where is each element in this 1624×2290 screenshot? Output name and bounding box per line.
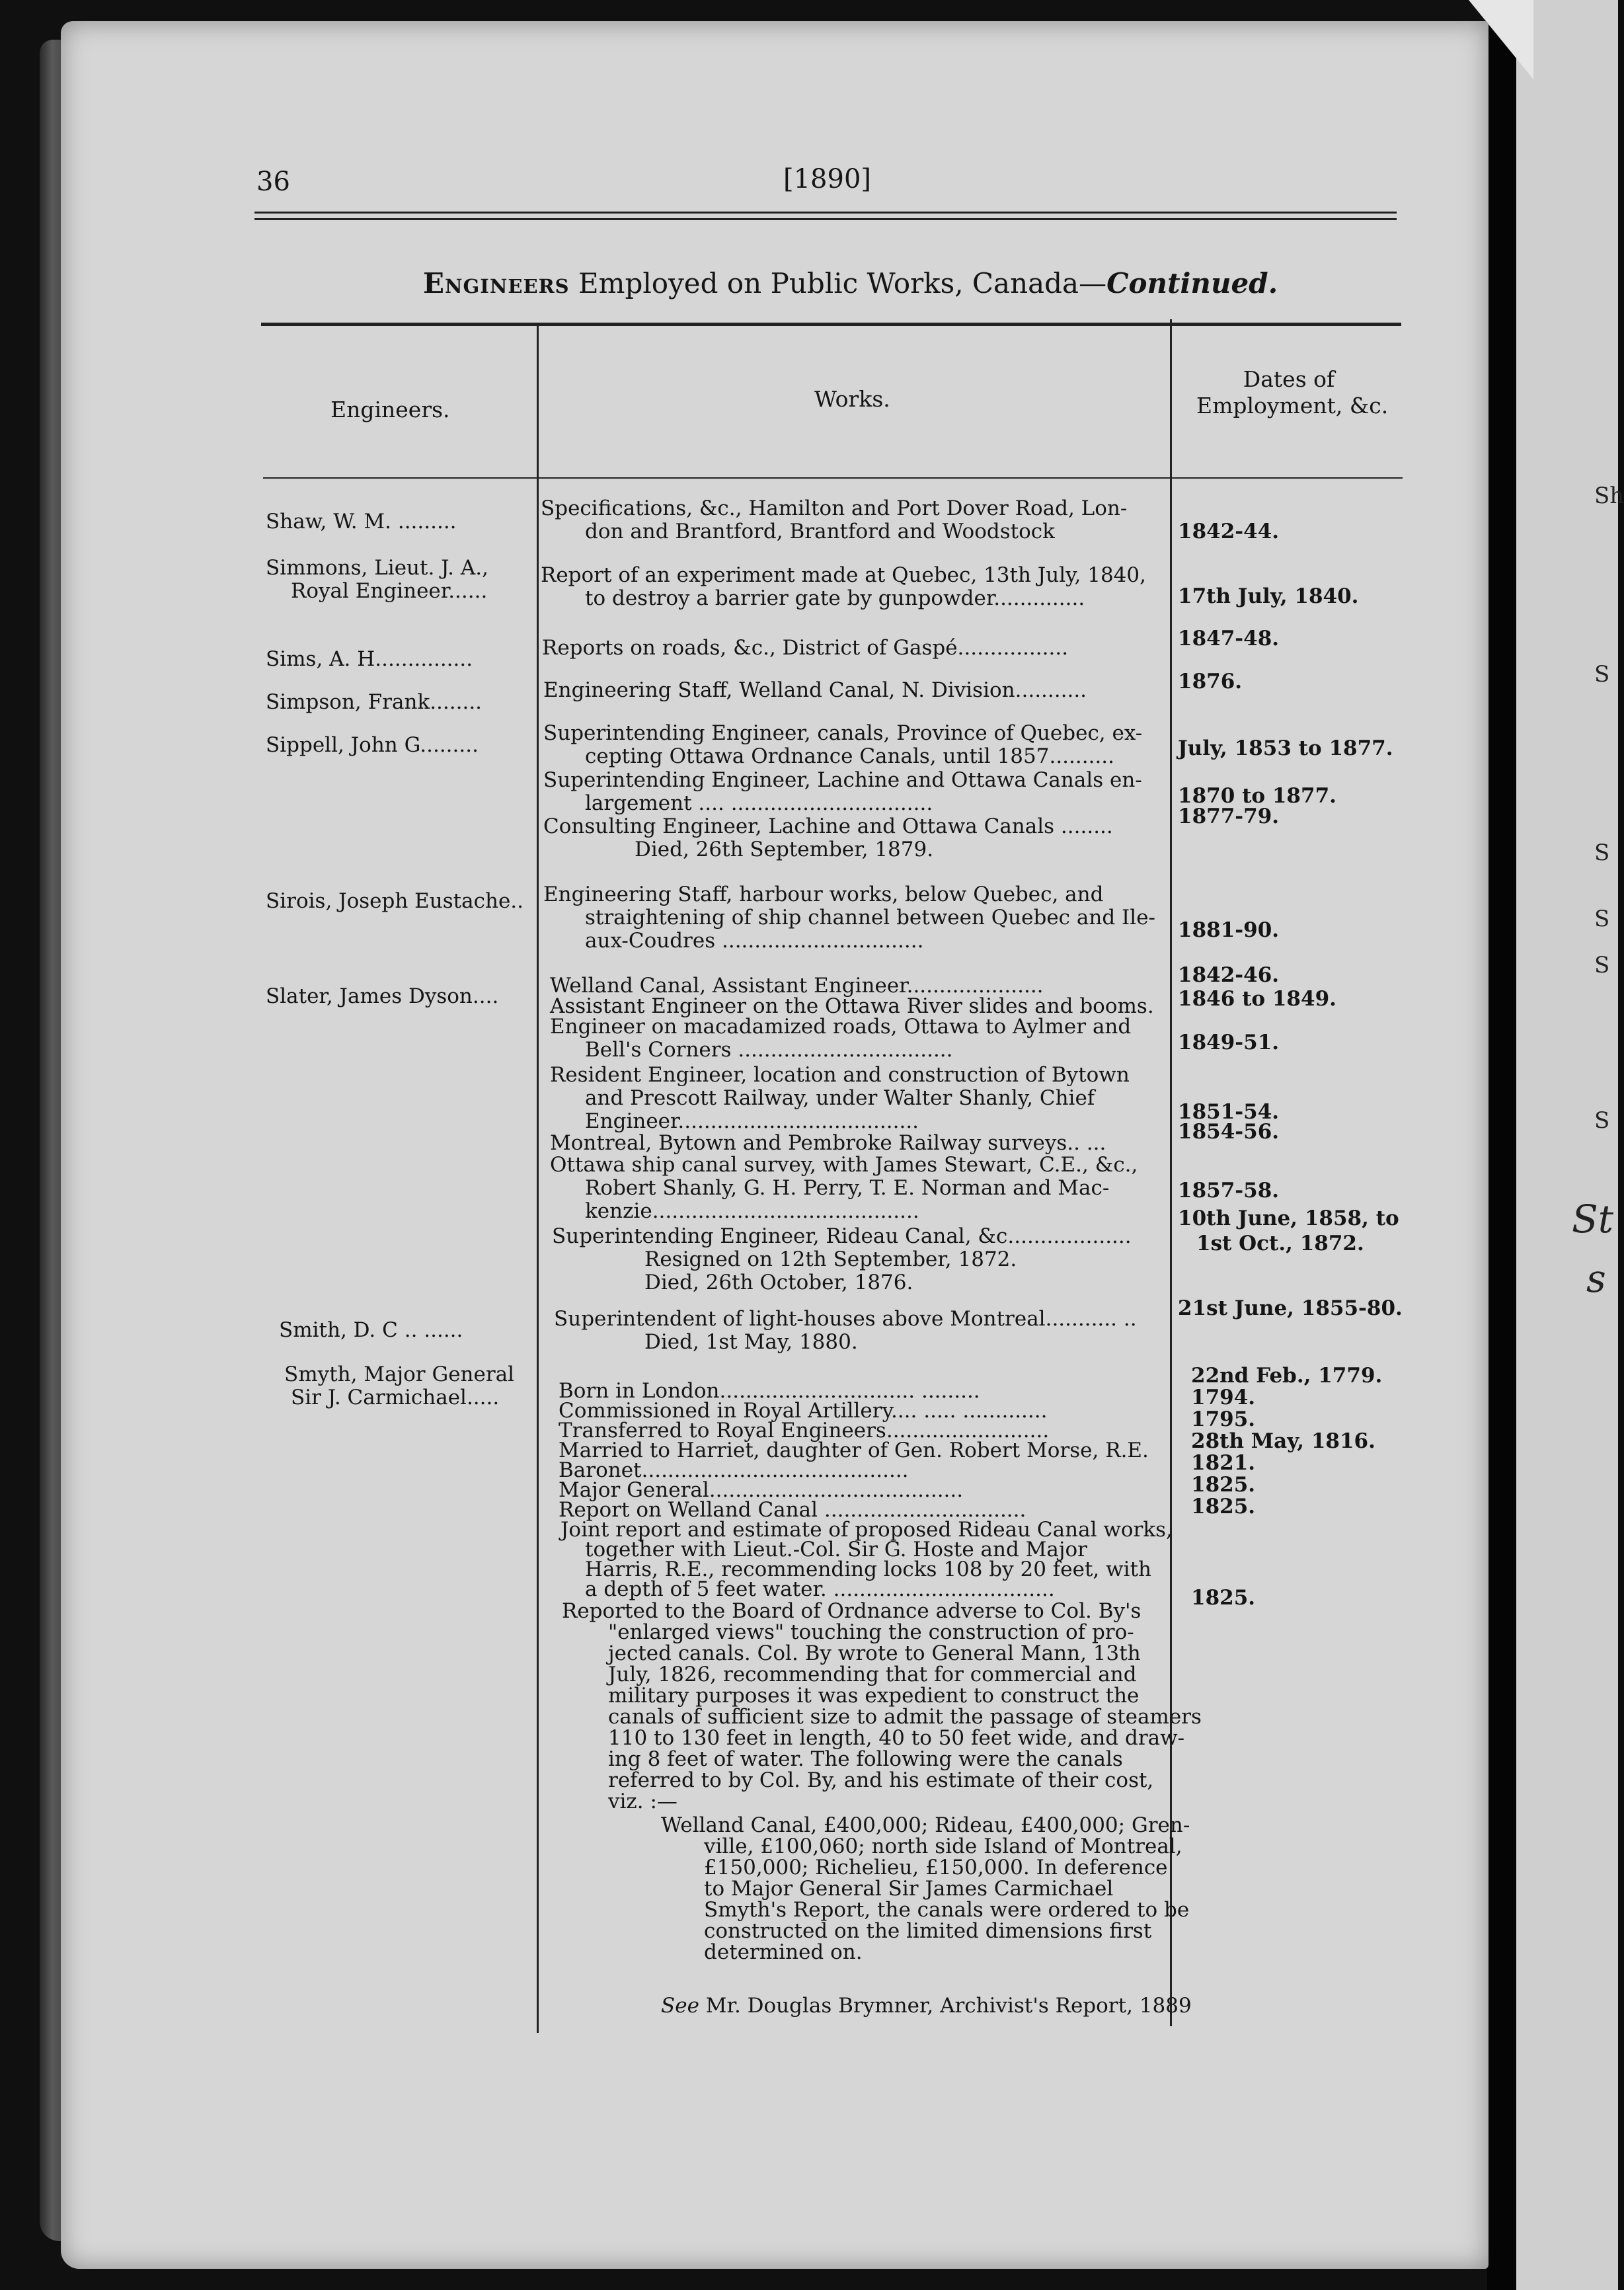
date-entry: 1851-54. bbox=[1178, 1100, 1280, 1124]
date-entry: 1857-58. bbox=[1178, 1179, 1280, 1203]
work-line: July, 1826, recommending that for commercial and bbox=[608, 1663, 1137, 1686]
date-entry: 1847-48. bbox=[1178, 627, 1280, 651]
work-line: "enlarged views" touching the construction of pro- bbox=[608, 1620, 1134, 1644]
work-line: Commissioned in Royal Artillery.... ..... ............. bbox=[559, 1399, 1048, 1423]
work-line: Superintending Engineer, Lachine and Ottawa Canals en- bbox=[543, 768, 1142, 792]
work-line: kenzie......................................... bbox=[585, 1199, 919, 1223]
work-line: Montreal, Bytown and Pembroke Railway surveys.. ... bbox=[550, 1131, 1106, 1155]
engineer-simmons-title: Royal Engineer...... bbox=[291, 579, 488, 603]
work-line: Harris, R.E., recommending locks 108 by 20 feet, with bbox=[585, 1558, 1152, 1581]
see-note bbox=[661, 1994, 1192, 2018]
header-rule-2 bbox=[254, 218, 1397, 220]
work-line: Superintending Engineer, Rideau Canal, &c................... bbox=[552, 1224, 1132, 1248]
header-rule bbox=[254, 212, 1397, 214]
table-top-rule bbox=[261, 323, 1401, 326]
adjacent-text: S bbox=[1594, 952, 1610, 978]
see-note-text: Mr. Douglas Brymner, Archivist's Report, 1889 bbox=[699, 1994, 1192, 2018]
work-line: Smyth's Report, the canals were ordered to be bbox=[704, 1898, 1190, 1922]
work-line: aux-Coudres ............................... bbox=[585, 929, 924, 953]
work-line: Report of an experiment made at Quebec, 13th July, 1840, bbox=[541, 563, 1146, 587]
work-line: Resident Engineer, location and construction of Bytown bbox=[550, 1063, 1130, 1087]
work-line: and Prescott Railway, under Walter Shanly, Chief bbox=[585, 1086, 1095, 1110]
engineer-sirois: Sirois, Joseph Eustache.. bbox=[266, 889, 523, 913]
work-line: Engineer on macadamized roads, Ottawa to Aylmer and bbox=[550, 1015, 1132, 1039]
page-year: [1890] bbox=[783, 164, 872, 194]
adjacent-text: Sh bbox=[1594, 483, 1624, 509]
work-line: canals of sufficient size to admit the passage of steamers bbox=[608, 1705, 1202, 1729]
work-line: Welland Canal, Assistant Engineer..................... bbox=[550, 974, 1044, 998]
see-note-see: See bbox=[661, 1994, 699, 2018]
date-entry: 1876. bbox=[1178, 670, 1243, 693]
work-line: viz. :— bbox=[608, 1790, 677, 1813]
work-line: Specifications, &c., Hamilton and Port Dover Road, Lon- bbox=[541, 496, 1128, 520]
work-line: Engineer..................................... bbox=[585, 1109, 919, 1133]
work-line: £150,000; Richelieu, £150,000. In deference bbox=[704, 1856, 1168, 1879]
date-entry: 1st Oct., 1872. bbox=[1196, 1232, 1364, 1255]
table-header-rule bbox=[263, 477, 1403, 479]
column-header-engineers: Engineers. bbox=[330, 397, 450, 422]
work-line: referred to by Col. By, and his estimate of their cost, bbox=[608, 1768, 1154, 1792]
work-line: Married to Harriet, daughter of Gen. Robert Morse, R.E. bbox=[559, 1439, 1149, 1462]
date-entry: 1854-56. bbox=[1178, 1120, 1280, 1144]
page-number: 36 bbox=[256, 167, 290, 197]
work-line: Assistant Engineer on the Ottawa River slides and booms. bbox=[550, 994, 1154, 1018]
work-line: Died, 26th September, 1879. bbox=[635, 838, 934, 861]
adjacent-handwriting: s bbox=[1586, 1256, 1606, 1301]
work-line: Engineering Staff, Welland Canal, N. Division........... bbox=[543, 678, 1087, 702]
date-entry: 1877-79. bbox=[1178, 805, 1280, 828]
work-line: largement .... ............................... bbox=[585, 791, 933, 815]
work-line: determined on. bbox=[704, 1940, 863, 1964]
engineer-smyth-title: Sir J. Carmichael..... bbox=[291, 1386, 500, 1409]
column-header-dates-line: Dates of bbox=[1243, 366, 1335, 392]
date-entry: 1821. bbox=[1191, 1451, 1256, 1475]
column-divider-right bbox=[1170, 319, 1172, 2026]
work-line: straightening of ship channel between Quebec and Ile- bbox=[585, 906, 1156, 929]
adjacent-text: S bbox=[1594, 906, 1610, 932]
date-entry: 1825. bbox=[1191, 1473, 1256, 1497]
work-line: Resigned on 12th September, 1872. bbox=[644, 1247, 1017, 1271]
engineer-simpson: Simpson, Frank........ bbox=[266, 690, 483, 714]
adjacent-text: S bbox=[1594, 661, 1610, 688]
date-entry: 1825. bbox=[1191, 1495, 1256, 1519]
date-entry: 1825. bbox=[1191, 1586, 1256, 1610]
work-line: a depth of 5 feet water. .................................. bbox=[585, 1577, 1055, 1601]
date-entry: 1870 to 1877. bbox=[1178, 784, 1336, 808]
date-entry: 22nd Feb., 1779. bbox=[1191, 1364, 1383, 1388]
work-line: Consulting Engineer, Lachine and Ottawa Canals ........ bbox=[543, 814, 1113, 838]
date-entry: 1794. bbox=[1191, 1386, 1256, 1409]
date-entry: 1849-51. bbox=[1178, 1031, 1280, 1054]
section-title-continued: Continued. bbox=[1106, 267, 1278, 299]
adjacent-text: S bbox=[1594, 840, 1610, 866]
engineer-shaw: Shaw, W. M. ......... bbox=[266, 510, 457, 533]
date-entry: 17th July, 1840. bbox=[1178, 584, 1359, 608]
work-line: Born in London.............................. ......... bbox=[559, 1379, 980, 1403]
work-line: Reported to the Board of Ordnance adverse to Col. By's bbox=[562, 1599, 1141, 1623]
date-entry: July, 1853 to 1877. bbox=[1178, 736, 1393, 760]
adjacent-text: S bbox=[1594, 1107, 1610, 1134]
work-line: Ottawa ship canal survey, with James Stewart, C.E., &c., bbox=[550, 1153, 1138, 1177]
work-line: Baronet......................................... bbox=[559, 1458, 909, 1482]
section-title-text: Employed on Public Works, Canada— bbox=[569, 267, 1107, 299]
date-entry: 1795. bbox=[1191, 1407, 1256, 1431]
engineer-smith: Smith, D. C .. ...... bbox=[279, 1318, 463, 1342]
work-line: Joint report and estimate of proposed Rideau Canal works, bbox=[561, 1518, 1173, 1542]
engineer-sippell: Sippell, John G......... bbox=[266, 733, 479, 757]
date-entry: 28th May, 1816. bbox=[1191, 1429, 1375, 1453]
work-line: Major General....................................... bbox=[559, 1478, 964, 1502]
adjacent-handwriting: St bbox=[1572, 1197, 1614, 1242]
work-line: Superintending Engineer, canals, Province of Quebec, ex- bbox=[543, 721, 1143, 745]
work-line: Welland Canal, £400,000; Rideau, £400,000; Gren- bbox=[661, 1813, 1190, 1837]
work-line: jected canals. Col. By wrote to General Mann, 13th bbox=[608, 1641, 1141, 1665]
engineer-simmons: Simmons, Lieut. J. A., bbox=[266, 556, 488, 580]
work-line: Engineering Staff, harbour works, below Quebec, and bbox=[543, 883, 1104, 906]
work-line: ing 8 feet of water. The following were the canals bbox=[608, 1747, 1123, 1771]
work-line: Superintendent of light-houses above Montreal........... .. bbox=[554, 1307, 1137, 1331]
engineer-smyth: Smyth, Major General bbox=[284, 1362, 515, 1386]
date-entry: 21st June, 1855-80. bbox=[1178, 1296, 1403, 1320]
work-line: constructed on the limited dimensions first bbox=[704, 1919, 1152, 1943]
column-header-dates bbox=[1196, 366, 1389, 419]
date-entry: 1881-90. bbox=[1178, 918, 1280, 942]
work-line: together with Lieut.-Col. Sir G. Hoste and Major bbox=[585, 1538, 1087, 1561]
work-line: don and Brantford, Brantford and Woodstock bbox=[585, 520, 1055, 543]
column-divider-left bbox=[537, 326, 539, 2033]
work-line: military purposes it was expedient to construct the bbox=[608, 1684, 1140, 1708]
book-gutter bbox=[1487, 0, 1516, 2290]
date-entry: 10th June, 1858, to bbox=[1178, 1206, 1399, 1230]
date-entry: 1842-46. bbox=[1178, 963, 1280, 987]
adjacent-page bbox=[1514, 0, 1618, 2290]
section-title-caps: Engineers bbox=[423, 267, 570, 299]
work-line: Report on Welland Canal ............................... bbox=[559, 1498, 1026, 1522]
work-line: Died, 1st May, 1880. bbox=[644, 1330, 858, 1354]
work-line: 110 to 130 feet in length, 40 to 50 feet wide, and draw- bbox=[608, 1726, 1185, 1750]
date-entry: 1846 to 1849. bbox=[1178, 987, 1336, 1011]
engineer-sims: Sims, A. H............... bbox=[266, 647, 473, 671]
work-line: Robert Shanly, G. H. Perry, T. E. Norman and Mac- bbox=[585, 1176, 1110, 1200]
work-line: cepting Ottawa Ordnance Canals, until 1857.......... bbox=[585, 744, 1115, 768]
engineer-slater: Slater, James Dyson.... bbox=[266, 984, 499, 1008]
work-line: to destroy a barrier gate by gunpowder.............. bbox=[585, 586, 1085, 610]
date-entry: 1842-44. bbox=[1178, 520, 1280, 543]
work-line: Bell's Corners ................................. bbox=[585, 1038, 953, 1062]
work-line: ville, £100,060; north side Island of Montreal, bbox=[704, 1835, 1182, 1858]
work-line: Reports on roads, &c., District of Gaspé................. bbox=[542, 636, 1069, 660]
work-line: Died, 26th October, 1876. bbox=[644, 1271, 913, 1294]
section-title bbox=[423, 267, 1278, 299]
column-header-dates-line: Employment, &c. bbox=[1196, 393, 1389, 418]
column-header-works: Works. bbox=[814, 386, 890, 412]
work-line: to Major General Sir James Carmichael bbox=[704, 1877, 1114, 1901]
work-line: Transferred to Royal Engineers......................... bbox=[559, 1419, 1050, 1442]
